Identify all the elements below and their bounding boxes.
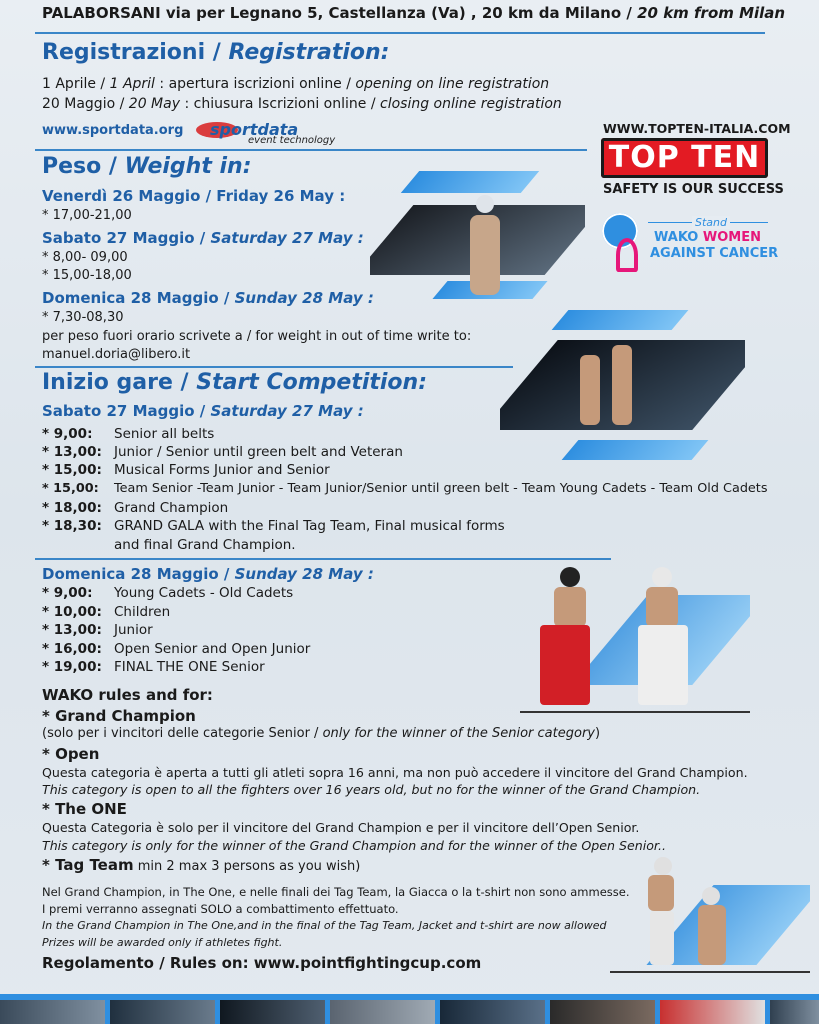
schedule-row-continuation: and final Grand Champion.	[114, 537, 296, 553]
divider-registration	[35, 149, 587, 151]
footer-photo	[770, 1000, 819, 1024]
topten-slogan: SAFETY IS OUR SUCCESS	[603, 182, 784, 197]
divider-top	[35, 32, 765, 34]
weight-day3-time: * 7,30-08,30	[42, 310, 124, 325]
schedule-row	[42, 641, 310, 657]
schedule-row	[42, 622, 153, 638]
schedule-event: Junior / Senior until green belt and Veteran	[114, 444, 403, 460]
against-cancer-label: AGAINST CANCER	[650, 246, 779, 261]
schedule-event: Team Senior -Team Junior - Team Junior/Senior until green belt - Team Young Cadets - Team Old Cadets	[114, 481, 768, 496]
schedule-time: * 18,30:	[42, 518, 102, 534]
reg-open-text-en: opening on line registration	[355, 76, 550, 92]
the-one-desc-it: Questa Categoria è solo per il vincitore del Grand Champion e per il vincitore dell’Open Senior.	[42, 820, 640, 835]
schedule-event: Grand Champion	[114, 500, 229, 516]
open-desc-en: This category is open to all the fighters over 16 years old, but no for the winner of the Grand Champion.	[42, 782, 701, 797]
sportdata-logo-sub: event technology	[248, 135, 336, 146]
schedule-row	[42, 659, 265, 675]
weight-day3-it: Domenica 28 Maggio /	[42, 289, 235, 307]
venue-text-en: 20 km from Milan	[637, 4, 786, 22]
weight-day2-time2: * 15,00-18,00	[42, 268, 132, 283]
tag-team-title: * Tag Team	[42, 856, 134, 874]
sunday-heading	[42, 565, 374, 583]
schedule-row	[42, 426, 214, 442]
rules-heading: WAKO rules and for:	[42, 686, 213, 704]
weight-day3-en: Sunday 28 May :	[234, 289, 374, 307]
schedule-row	[42, 444, 403, 460]
reg-close-text-en: closing online registration	[380, 96, 562, 112]
competition-title-it: Inizio gare /	[42, 370, 197, 395]
pink-ribbon-icon	[616, 238, 638, 272]
schedule-row	[42, 481, 768, 496]
schedule-event: FINAL THE ONE Senior	[114, 659, 265, 675]
reg-open-date: 1 Aprile /	[42, 76, 110, 92]
sunday-heading-en: Sunday 28 May :	[234, 565, 374, 583]
weight-day2-time1: * 8,00- 09,00	[42, 250, 128, 265]
divider-saturday	[35, 558, 611, 560]
the-one-desc-en: This category is only for the winner of the Grand Champion and for the winner of the Open Senior..	[42, 838, 666, 853]
schedule-time: * 18,00:	[42, 500, 102, 516]
sportdata-logo	[196, 120, 356, 148]
tag-team-line	[42, 856, 360, 874]
tag-team-desc: min 2 max 3 persons as you wish)	[133, 859, 361, 874]
schedule-event: Young Cadets - Old Cadets	[114, 585, 294, 601]
schedule-event: Junior	[114, 622, 153, 638]
footer-photo	[0, 1000, 105, 1024]
schedule-time: * 13,00:	[42, 622, 102, 638]
weigh-in-photo	[370, 165, 585, 310]
weight-day3	[42, 289, 374, 307]
saturday-heading	[42, 402, 364, 420]
wako-word: WAKO	[654, 230, 699, 245]
women-word: WOMEN	[702, 230, 761, 245]
open-title: * Open	[42, 745, 100, 763]
tag-team-photo	[610, 855, 810, 975]
wako-stand-label: Stand	[692, 216, 730, 229]
registration-title-en: Registration:	[228, 40, 390, 65]
gc-desc-close: )	[594, 726, 601, 741]
weight-title-it: Peso /	[42, 154, 125, 179]
grand-champion-title: * Grand Champion	[42, 707, 196, 725]
footer-photo	[110, 1000, 215, 1024]
registration-title	[42, 40, 389, 65]
venue-line	[42, 4, 785, 22]
schedule-event: Open Senior and Open Junior	[114, 641, 311, 657]
schedule-row	[42, 604, 170, 620]
the-one-title: * The ONE	[42, 800, 127, 818]
registration-title-it: Registrazioni /	[42, 40, 229, 65]
schedule-time: * 13,00:	[42, 444, 102, 460]
reg-open-text: : apertura iscrizioni online /	[154, 76, 356, 92]
registration-close-line	[42, 96, 562, 112]
schedule-row	[42, 585, 293, 601]
schedule-time: * 9,00:	[42, 426, 93, 442]
footer-photo	[440, 1000, 545, 1024]
weight-day2-en: Saturday 27 May :	[210, 229, 364, 247]
schedule-event: Children	[114, 604, 171, 620]
competition-title	[42, 370, 427, 395]
rules-note-2: I premi verranno assegnati SOLO a combattimento effettuato.	[42, 902, 399, 916]
fighters-photo	[520, 565, 750, 715]
footer-photo	[660, 1000, 765, 1024]
footer-photo	[550, 1000, 655, 1024]
gc-desc-it: (solo per i vincitori delle categorie Senior /	[42, 726, 323, 741]
sunday-heading-it: Domenica 28 Maggio /	[42, 565, 235, 583]
reg-open-date-en: 1 April	[109, 76, 155, 92]
schedule-time: * 15,00:	[42, 481, 99, 496]
competition-title-en: Start Competition:	[196, 370, 428, 395]
sportdata-website-link[interactable]: www.sportdata.org	[42, 123, 184, 138]
weight-out-of-time-note: per peso fuori orario scrivete a / for weight in out of time write to:	[42, 329, 472, 344]
schedule-event: Senior all belts	[114, 426, 215, 442]
rules-note-4: Prizes will be awarded only if athletes fight.	[42, 936, 283, 949]
rules-link[interactable]: Regolamento / Rules on: www.pointfightingcup.com	[42, 954, 482, 972]
topten-logo-text: TOP TEN	[608, 140, 761, 175]
weight-day1: Venerdì 26 Maggio / Friday 26 May :	[42, 187, 346, 205]
gc-desc-en: only for the winner of the Senior category	[322, 726, 595, 741]
rules-note-1: Nel Grand Champion, in The One, e nelle finali dei Tag Team, la Giacca o la t-shirt non sono ammesse.	[42, 885, 630, 899]
reg-close-text: : chiusura Iscrizioni online /	[180, 96, 381, 112]
footer-photo	[220, 1000, 325, 1024]
weight-day2-it: Sabato 27 Maggio /	[42, 229, 211, 247]
schedule-row	[42, 500, 228, 516]
sportdata-logo-word: sportdata	[210, 120, 299, 139]
schedule-event: GRAND GALA with the Final Tag Team, Final musical forms	[114, 518, 505, 534]
saturday-heading-en: Saturday 27 May :	[210, 402, 364, 420]
footer-photo	[330, 1000, 435, 1024]
divider-weight	[35, 366, 513, 368]
schedule-row	[42, 518, 505, 534]
schedule-row	[42, 462, 330, 478]
reg-close-date: 20 Maggio /	[42, 96, 129, 112]
open-desc-it: Questa categoria è aperta a tutti gli atleti sopra 16 anni, ma non può accedere il vincitore del Grand Champion.	[42, 765, 748, 780]
weight-day1-time: * 17,00-21,00	[42, 208, 132, 223]
venue-text: PALABORSANI via per Legnano 5, Castellanza (Va) , 20 km da Milano /	[42, 4, 638, 22]
schedule-event: Musical Forms Junior and Senior	[114, 462, 330, 478]
weight-title-en: Weight in:	[124, 154, 252, 179]
schedule-time: * 10,00:	[42, 604, 102, 620]
saturday-heading-it: Sabato 27 Maggio /	[42, 402, 211, 420]
topten-logo	[601, 138, 768, 178]
weight-title	[42, 154, 252, 179]
podium-photo	[500, 300, 745, 475]
reg-close-date-en: 20 May	[128, 96, 180, 112]
schedule-time: * 9,00:	[42, 585, 93, 601]
topten-url[interactable]: WWW.TOPTEN-ITALIA.COM	[603, 121, 791, 136]
wako-women-label	[654, 230, 761, 245]
grand-champion-desc	[42, 726, 600, 741]
registration-open-line	[42, 76, 549, 92]
rules-note-3: In the Grand Champion in The One,and in the final of the Tag Team, Jacket and t-shirt are now allowed	[42, 919, 607, 932]
schedule-time: * 19,00:	[42, 659, 102, 675]
weight-email-link[interactable]: manuel.doria@libero.it	[42, 347, 191, 362]
weight-day2	[42, 229, 364, 247]
schedule-time: * 16,00:	[42, 641, 102, 657]
schedule-time: * 15,00:	[42, 462, 102, 478]
